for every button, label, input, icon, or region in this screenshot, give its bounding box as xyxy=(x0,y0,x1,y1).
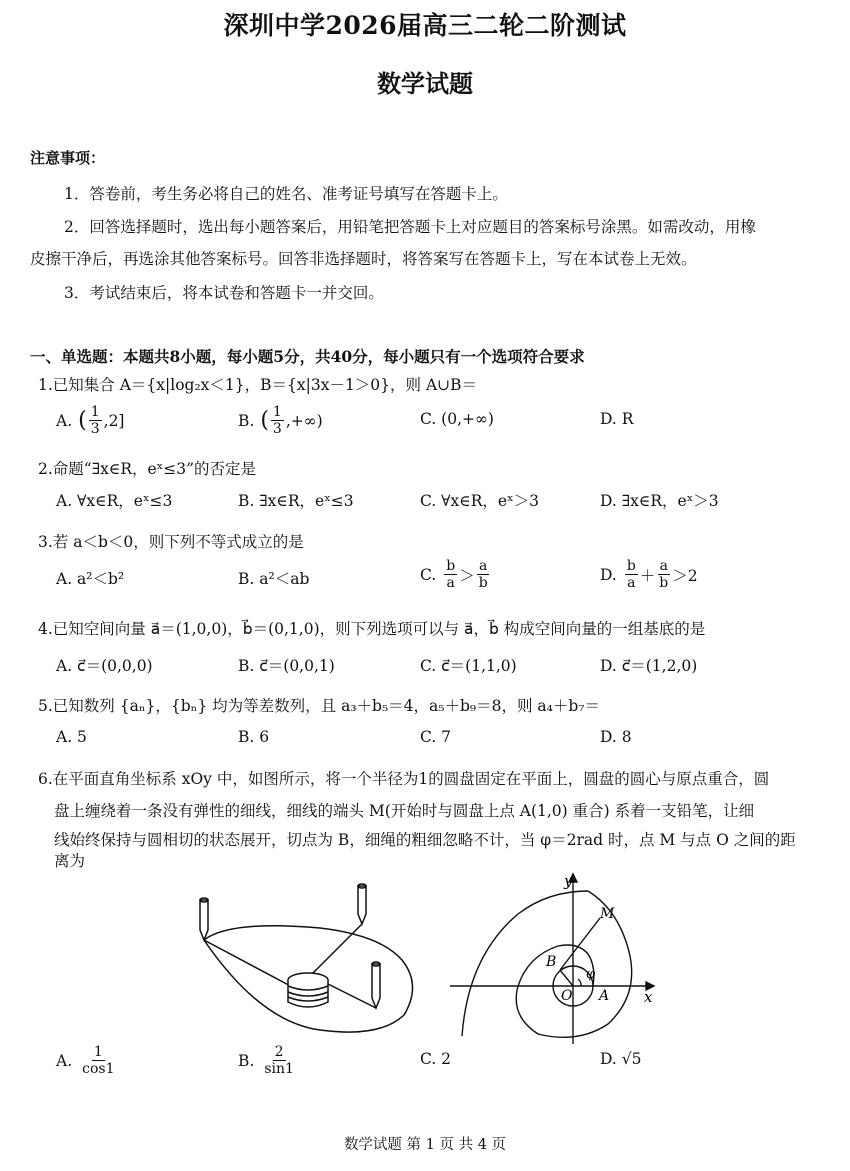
denominator: b xyxy=(478,575,488,592)
label-o: O xyxy=(561,988,573,1004)
question-3-stem: 3.若 a＜b＜0，则下列不等式成立的是 xyxy=(38,533,304,551)
label-a: A xyxy=(599,988,610,1004)
notice-title: 注意事项： xyxy=(30,149,106,167)
option-tail: ,2] xyxy=(103,411,125,430)
question-6-line-2: 盘上缠绕着一条没有弹性的细线，细线的端头 M(开始时与圆盘上点 A(1,0) 重合) 系着一支铅笔，让细 xyxy=(54,802,755,820)
numerator: b xyxy=(626,558,636,574)
question-1-option-a xyxy=(56,404,124,437)
label-m: M xyxy=(600,906,615,922)
numerator: 1 xyxy=(272,404,282,420)
thread-line-1 xyxy=(204,940,298,990)
denominator: 3 xyxy=(272,421,282,438)
question-2-stem: 2.命题“∃x∈R，eˣ≤3”的否定是 xyxy=(38,460,257,478)
question-4-option-a: A. c⃗＝(0,0,0) xyxy=(56,657,153,675)
numerator: b xyxy=(446,558,456,574)
question-2-option-a: A. ∀x∈R，eˣ≤3 xyxy=(56,492,173,510)
option-label: C. xyxy=(420,565,437,584)
involute-outer xyxy=(462,891,588,1036)
fraction xyxy=(657,558,670,591)
operator: ＞ xyxy=(459,566,475,585)
question-6-line-1: 6.在平面直角坐标系 xOy 中，如图所示，将一个半径为1的圆盘固定在平面上，圆盘的圆心与原点重合，圆 xyxy=(38,770,770,788)
denominator: sin1 xyxy=(264,1061,294,1078)
denominator: b xyxy=(659,575,669,592)
option-label: B. xyxy=(238,411,255,430)
angle-arc xyxy=(578,979,581,986)
notice-item-2-cont: 皮擦干净后，再选涂其他答案标号。回答非选择题时，将答案写在答题卡上，写在本试卷上无效。 xyxy=(30,250,697,268)
numerator: 1 xyxy=(90,404,100,420)
question-3-option-d xyxy=(600,558,698,591)
left-paren: ( xyxy=(260,408,269,434)
question-4-option-c: C. c⃗＝(1,1,0) xyxy=(420,657,517,675)
option-label: A. xyxy=(56,1051,73,1070)
question-6-option-b xyxy=(238,1044,298,1077)
fraction xyxy=(262,1044,296,1077)
notice-item-1: 1．答卷前，考生务必将自己的姓名、准考证号填写在答题卡上。 xyxy=(64,185,508,203)
numerator: a xyxy=(479,558,488,574)
question-2-option-b: B. ∃x∈R，eˣ≤3 xyxy=(238,492,354,510)
question-1-option-c: C. (0,+∞) xyxy=(420,410,494,428)
question-5-stem: 5.已知数列 {aₙ}，{bₙ} 均为等差数列，且 a₃＋b₅＝4，a₅＋b₉＝8，则 a₄＋b₇＝ xyxy=(38,697,601,715)
option-label: A. xyxy=(56,411,73,430)
numerator: a xyxy=(659,558,668,574)
exam-title: 深圳中学2026届高三二轮二阶测试 xyxy=(223,11,627,40)
question-3-option-b: B. a²＜ab xyxy=(238,570,310,588)
option-tail: ＞2 xyxy=(672,566,698,585)
denominator: 3 xyxy=(90,421,100,438)
label-phi: φ xyxy=(586,967,596,982)
question-4-option-d: D. c⃗＝(1,2,0) xyxy=(600,657,698,675)
numerator: 2 xyxy=(274,1044,284,1060)
operator: ＋ xyxy=(639,566,656,585)
thread-line-2 xyxy=(310,924,362,976)
question-6-line-3: 线始终保持与圆相切的状态展开，切点为 B，细绳的粗细忽略不计，当 φ＝2rad 时，点 M 与点 O 之间的距 xyxy=(54,831,796,849)
option-label: D. xyxy=(600,565,617,584)
page-footer: 数学试题 第 1 页 共 4 页 xyxy=(343,1137,507,1153)
label-b: B xyxy=(546,954,557,970)
exam-subtitle: 数学试题 xyxy=(377,69,473,98)
pencil-icon xyxy=(200,900,208,940)
question-5-option-c: C. 7 xyxy=(420,728,452,746)
pencil-icon xyxy=(372,964,380,1008)
pencil-icon xyxy=(358,886,366,924)
notice-item-2: 2．回答选择题时，选出每小题答案后，用铅笔把答题卡上对应题目的答案标号涂黑。如需改动，用橡 xyxy=(64,218,756,236)
question-6-line-4: 离为 xyxy=(54,852,86,870)
label-x: x xyxy=(644,988,653,1006)
question-6-option-a xyxy=(56,1044,119,1077)
question-1-stem: 1.已知集合 A＝{x|log₂x＜1}，B＝{x|3x－1＞0}，则 A∪B＝ xyxy=(38,376,478,394)
left-paren: ( xyxy=(78,408,87,434)
option-label: B. xyxy=(238,1051,255,1070)
question-6-option-d: D. √5 xyxy=(600,1050,642,1068)
fraction xyxy=(625,558,638,591)
denominator: cos1 xyxy=(82,1061,115,1078)
fraction xyxy=(271,404,284,437)
involute-curve xyxy=(516,891,631,1037)
fraction xyxy=(477,558,490,591)
question-5-option-b: B. 6 xyxy=(238,728,270,746)
pencil-disk-figure xyxy=(190,880,420,1040)
fraction xyxy=(444,558,457,591)
fraction xyxy=(89,404,102,437)
question-1-option-b xyxy=(238,404,323,437)
radius-ob xyxy=(560,970,573,986)
question-3-option-c xyxy=(420,558,492,591)
denominator: a xyxy=(627,575,636,592)
question-2-option-d: D. ∃x∈R，eˣ＞3 xyxy=(600,492,719,510)
question-2-option-c: C. ∀x∈R，eˣ＞3 xyxy=(420,492,540,510)
label-y: y xyxy=(564,872,573,890)
involute-figure xyxy=(448,866,668,1046)
fraction xyxy=(80,1044,116,1077)
denominator: a xyxy=(446,575,455,592)
question-4-stem: 4.已知空间向量 a⃗＝(1,0,0)，b⃗＝(0,1,0)，则下列选项可以与 a⃗，b⃗ 构成空间向量的一组基底的是 xyxy=(38,620,706,638)
question-5-option-a: A. 5 xyxy=(56,728,87,746)
option-tail: ,+∞) xyxy=(285,411,323,430)
question-5-option-d: D. 8 xyxy=(600,728,632,746)
section-title: 一、单选题：本题共8小题，每小题5分，共40分，每小题只有一个选项符合要求 xyxy=(30,347,585,366)
question-4-option-b: B. c⃗＝(0,0,1) xyxy=(238,657,335,675)
question-3-option-a: A. a²＜b² xyxy=(56,570,125,588)
notice-item-3: 3．考试结束后，将本试卷和答题卡一并交回。 xyxy=(64,284,384,302)
numerator: 1 xyxy=(93,1044,103,1060)
question-6-option-c: C. 2 xyxy=(420,1050,452,1068)
question-1-option-d: D. R xyxy=(600,410,634,428)
tangent-bm xyxy=(560,918,600,970)
